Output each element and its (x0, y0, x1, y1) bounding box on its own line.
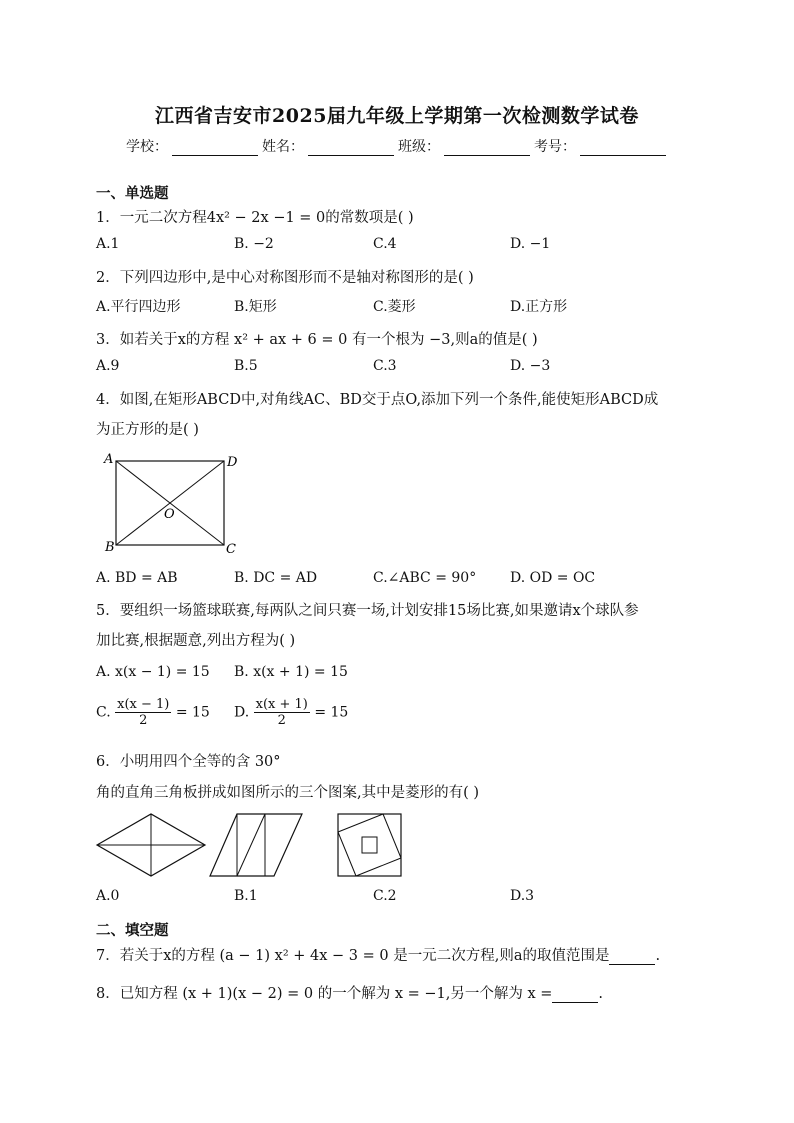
triangle-patterns-figure (94, 810, 410, 880)
q5-option-d (234, 697, 348, 728)
q5-option-d-suffix: = 15 (314, 704, 349, 721)
question-4-line-2: 为正方形的是( ) (96, 422, 199, 438)
pattern-parallelogram (210, 814, 302, 876)
vertex-label-b: B (105, 540, 115, 555)
q5-option-c-denominator: 2 (139, 713, 148, 728)
q8-answer-blank[interactable] (552, 988, 598, 1003)
q5-option-d-prefix: D. (234, 704, 250, 721)
q5-option-c-fraction (115, 697, 171, 728)
q4-option-b: B. DC = AD (234, 570, 318, 586)
vertex-label-d: D (227, 455, 238, 470)
q1-option-d: D. −1 (510, 236, 551, 252)
q5-option-c (96, 697, 210, 728)
q5-option-c-suffix: = 15 (175, 704, 210, 721)
q5-option-d-denominator: 2 (277, 713, 286, 728)
q5-option-d-numerator: x(x + 1) (255, 697, 308, 712)
q5-option-d-fraction (254, 697, 310, 728)
question-5-line-1: 5．要组织一场篮球联赛,每两队之间只赛一场,计划安排15场比赛,如果邀请x个球队参 (96, 603, 639, 619)
question-7-end: . (655, 948, 661, 964)
q6-option-b: B.1 (234, 888, 258, 904)
question-3: 3．如若关于x的方程 x² + ax + 6 = 0 有一个根为 −3,则a的值是( ) (96, 332, 538, 348)
q5-option-b: B. x(x + 1) = 15 (234, 664, 348, 680)
pattern-pinwheel-square (338, 814, 401, 876)
center-label-o: O (164, 507, 175, 522)
question-8-end: . (598, 986, 603, 1002)
name-blank (308, 139, 394, 156)
q3-option-a: A.9 (96, 358, 120, 374)
q6-option-c: C.2 (373, 888, 397, 904)
q6-option-a: A.0 (96, 888, 120, 904)
q6-option-d: D.3 (510, 888, 535, 904)
name-label: 姓名： (262, 139, 304, 155)
rectangle-abcd-figure (100, 450, 240, 560)
q2-option-a: A.平行四边形 (96, 299, 181, 315)
class-label: 班级： (398, 139, 440, 155)
q3-option-d: D. −3 (510, 358, 551, 374)
q7-answer-blank[interactable] (609, 950, 655, 965)
question-7-text: 7．若关于x的方程 (a − 1) x² + 4x − 3 = 0 是一元二次方程,则a的取值范围是 (96, 948, 610, 964)
q1-option-b: B. −2 (234, 236, 274, 252)
exam-number-label: 考号： (534, 139, 576, 155)
exam-number-blank (580, 139, 666, 156)
vertex-label-c: C (226, 542, 236, 557)
q1-option-c: C.4 (373, 236, 397, 252)
question-8 (96, 982, 603, 1003)
question-6-line-2: 角的直角三角板拼成如图所示的三个图案,其中是菱形的有( ) (96, 785, 480, 801)
section-title-single-choice: 一、单选题 (96, 185, 169, 202)
school-blank (172, 139, 258, 156)
q3-option-c: C.3 (373, 358, 397, 374)
question-5-line-2: 加比赛,根据题意,列出方程为( ) (96, 633, 296, 649)
q2-option-c: C.菱形 (373, 299, 416, 315)
pattern-rhombus (97, 814, 205, 876)
question-8-text: 8．已知方程 (x + 1)(x − 2) = 0 的一个解为 x = −1,另一个解为 x = (96, 986, 553, 1002)
question-4-line-1: 4．如图,在矩形ABCD中,对角线AC、BD交于点O,添加下列一个条件,能使矩形ABCD成 (96, 392, 659, 408)
section-title-fill-blank: 二、填空题 (96, 922, 169, 939)
q5-option-a: A. x(x − 1) = 15 (96, 664, 210, 680)
question-7 (96, 944, 660, 965)
q5-option-c-numerator: x(x − 1) (117, 697, 170, 712)
page-title: 江西省吉安市2025届九年级上学期第一次检测数学试卷 (155, 105, 639, 127)
q5-option-c-prefix: C. (96, 704, 111, 721)
student-info-row (126, 136, 670, 156)
class-blank (444, 139, 530, 156)
vertex-label-a: A (104, 452, 114, 467)
question-1: 1．一元二次方程4x² − 2x −1 = 0的常数项是( ) (96, 210, 414, 226)
school-label: 学校： (126, 139, 168, 155)
question-6-line-1: 6．小明用四个全等的含 30° (96, 754, 281, 770)
q4-option-a: A. BD = AB (96, 570, 178, 586)
q1-option-a: A.1 (96, 236, 120, 252)
question-2: 2．下列四边形中,是中心对称图形而不是轴对称图形的是( ) (96, 270, 474, 286)
q4-option-c: C.∠ABC = 90° (373, 570, 477, 586)
q2-option-d: D.正方形 (510, 299, 568, 315)
q3-option-b: B.5 (234, 358, 258, 374)
q2-option-b: B.矩形 (234, 299, 277, 315)
q4-option-d: D. OD = OC (510, 570, 596, 586)
